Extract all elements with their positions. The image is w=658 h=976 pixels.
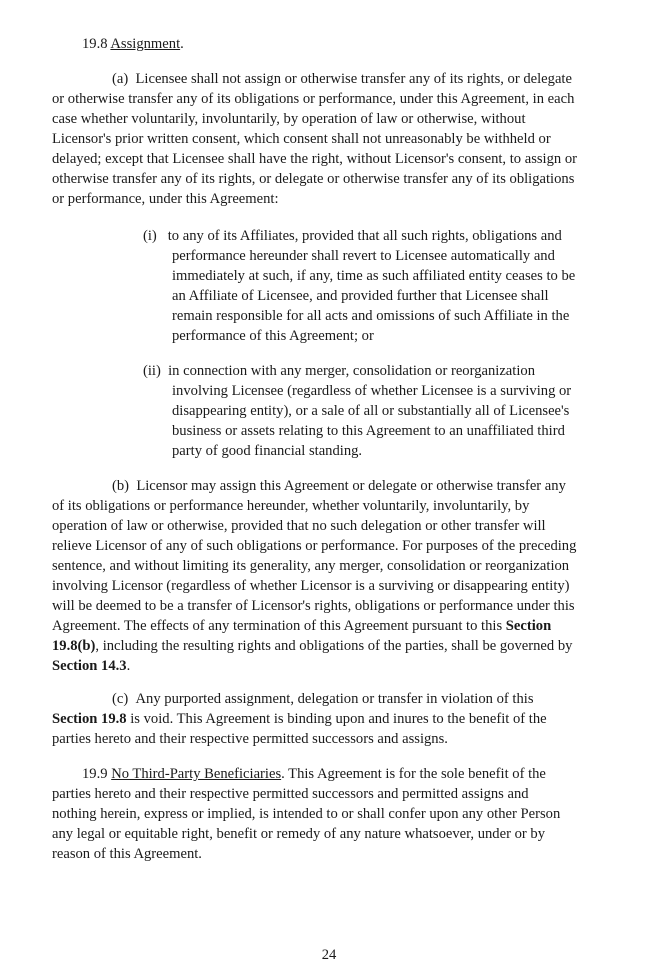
item-i-line: remain responsible for all acts and omissions of such Affiliate in the [172, 308, 570, 324]
section-reference: Section [505, 618, 552, 634]
para-a-line: case whether voluntarily, involuntarily, by operation of law or otherwise, without [52, 111, 526, 127]
paragraph-c [52, 689, 547, 749]
section-reference: Section 14.3 [52, 658, 127, 674]
s199-line: any legal or equitable right, benefit or remedy of any nature whatsoever, under or by [52, 826, 545, 842]
para-c-line: (c) Any purported assignment, delegation or transfer in violation of this [112, 691, 534, 707]
para-b-text: Agreement. The effects of any termination of this Agreement pursuant to this [52, 618, 506, 634]
item-ii-line: disappearing entity), or a sale of all or substantially all of Licensee's [172, 403, 570, 419]
subitem-ii [143, 361, 571, 461]
para-a-line: or otherwise transfer any of its obligations or performance, under this Agreement, in each [52, 91, 575, 107]
para-c-line [52, 709, 547, 729]
s199-line: nothing herein, express or implied, is intended to or shall confer upon any other Person [52, 806, 561, 822]
section-reference: Section 19.8 [52, 711, 127, 727]
item-ii-line: involving Licensee (regardless of whether Licensee is a surviving or [172, 383, 572, 399]
item-i-line: performance hereunder shall revert to Licensee automatically and [172, 248, 555, 264]
para-b-text: . [126, 658, 131, 674]
section-number: 19.9 [82, 766, 112, 782]
section-title: No Third-Party Beneficiaries [111, 766, 282, 782]
item-i-line: (i) to any of its Affiliates, provided that all such rights, obligations and [143, 228, 562, 244]
para-b-line: will be deemed to be a transfer of Licensor's rights, obligations or performance under this [52, 598, 575, 614]
subitem-i [143, 226, 575, 346]
para-c-line: parties hereto and their respective permitted successors and assigns. [52, 731, 448, 747]
item-i-line: immediately at such, if any, time as such affiliated entity ceases to be [172, 268, 576, 284]
para-a-line: delayed; except that Licensee shall have the right, without Licensor's consent, to assign or [52, 151, 578, 167]
para-a-line: otherwise transfer any of its rights, or delegate or otherwise transfer any of its obligations [52, 171, 575, 187]
section-title: Assignment [110, 36, 181, 52]
section-19-9 [52, 764, 560, 864]
item-i-line: performance of this Agreement; or [172, 328, 374, 344]
para-a-line: (a) Licensee shall not assign or otherwise transfer any of its rights, or delegate [112, 71, 572, 87]
para-b-line: of its obligations or performance hereunder, whether voluntarily, involuntarily, by [52, 498, 530, 514]
item-ii-line: business or assets relating to this Agreement to an unaffiliated third [172, 423, 565, 439]
s199-line: parties hereto and their respective permitted successors and permitted assigns and [52, 786, 529, 802]
para-b-line [52, 636, 576, 656]
s199-line [52, 764, 560, 784]
para-b-text: , including the resulting rights and obligations of the parties, shall be governed by [95, 638, 573, 654]
para-b-line: (b) Licensor may assign this Agreement or delegate or otherwise transfer any [112, 478, 566, 494]
s199-line: reason of this Agreement. [52, 846, 202, 862]
section-19-8-heading [82, 34, 184, 54]
para-a-line: or performance, under this Agreement: [52, 191, 279, 207]
item-i-line: an Affiliate of Licensee, and provided further that Licensee shall [172, 288, 549, 304]
section-number: 19.8 [82, 36, 111, 52]
para-b-line: involving Licensor (regardless of whether Licensor is a surviving or disappearing entity) [52, 578, 570, 594]
para-b-line [52, 616, 576, 636]
para-b-line: sentence, and without limiting its generality, any merger, consolidation or reorganization [52, 558, 570, 574]
paragraph-a [52, 69, 577, 209]
paragraph-b [52, 476, 576, 676]
item-ii-line: party of good financial standing. [172, 443, 363, 459]
item-ii-line: (ii) in connection with any merger, consolidation or reorganization [143, 363, 535, 379]
para-b-line: operation of law or otherwise, provided that no such delegation or other transfer will [52, 518, 546, 534]
para-a-line: Licensor's prior written consent, which consent shall not unreasonably be withheld or [52, 131, 551, 147]
para-c-text: is void. This Agreement is binding upon and inures to the benefit of the [126, 711, 547, 727]
section-reference: 19.8(b) [52, 638, 96, 654]
para-b-line: relieve Licensor of any of such obligations or performance. For purposes of the preceding [52, 538, 577, 554]
para-b-line [52, 656, 576, 676]
s199-text: . This Agreement is for the sole benefit of the [281, 766, 546, 782]
heading-period: . [180, 36, 184, 52]
page-number: 24 [321, 947, 337, 963]
